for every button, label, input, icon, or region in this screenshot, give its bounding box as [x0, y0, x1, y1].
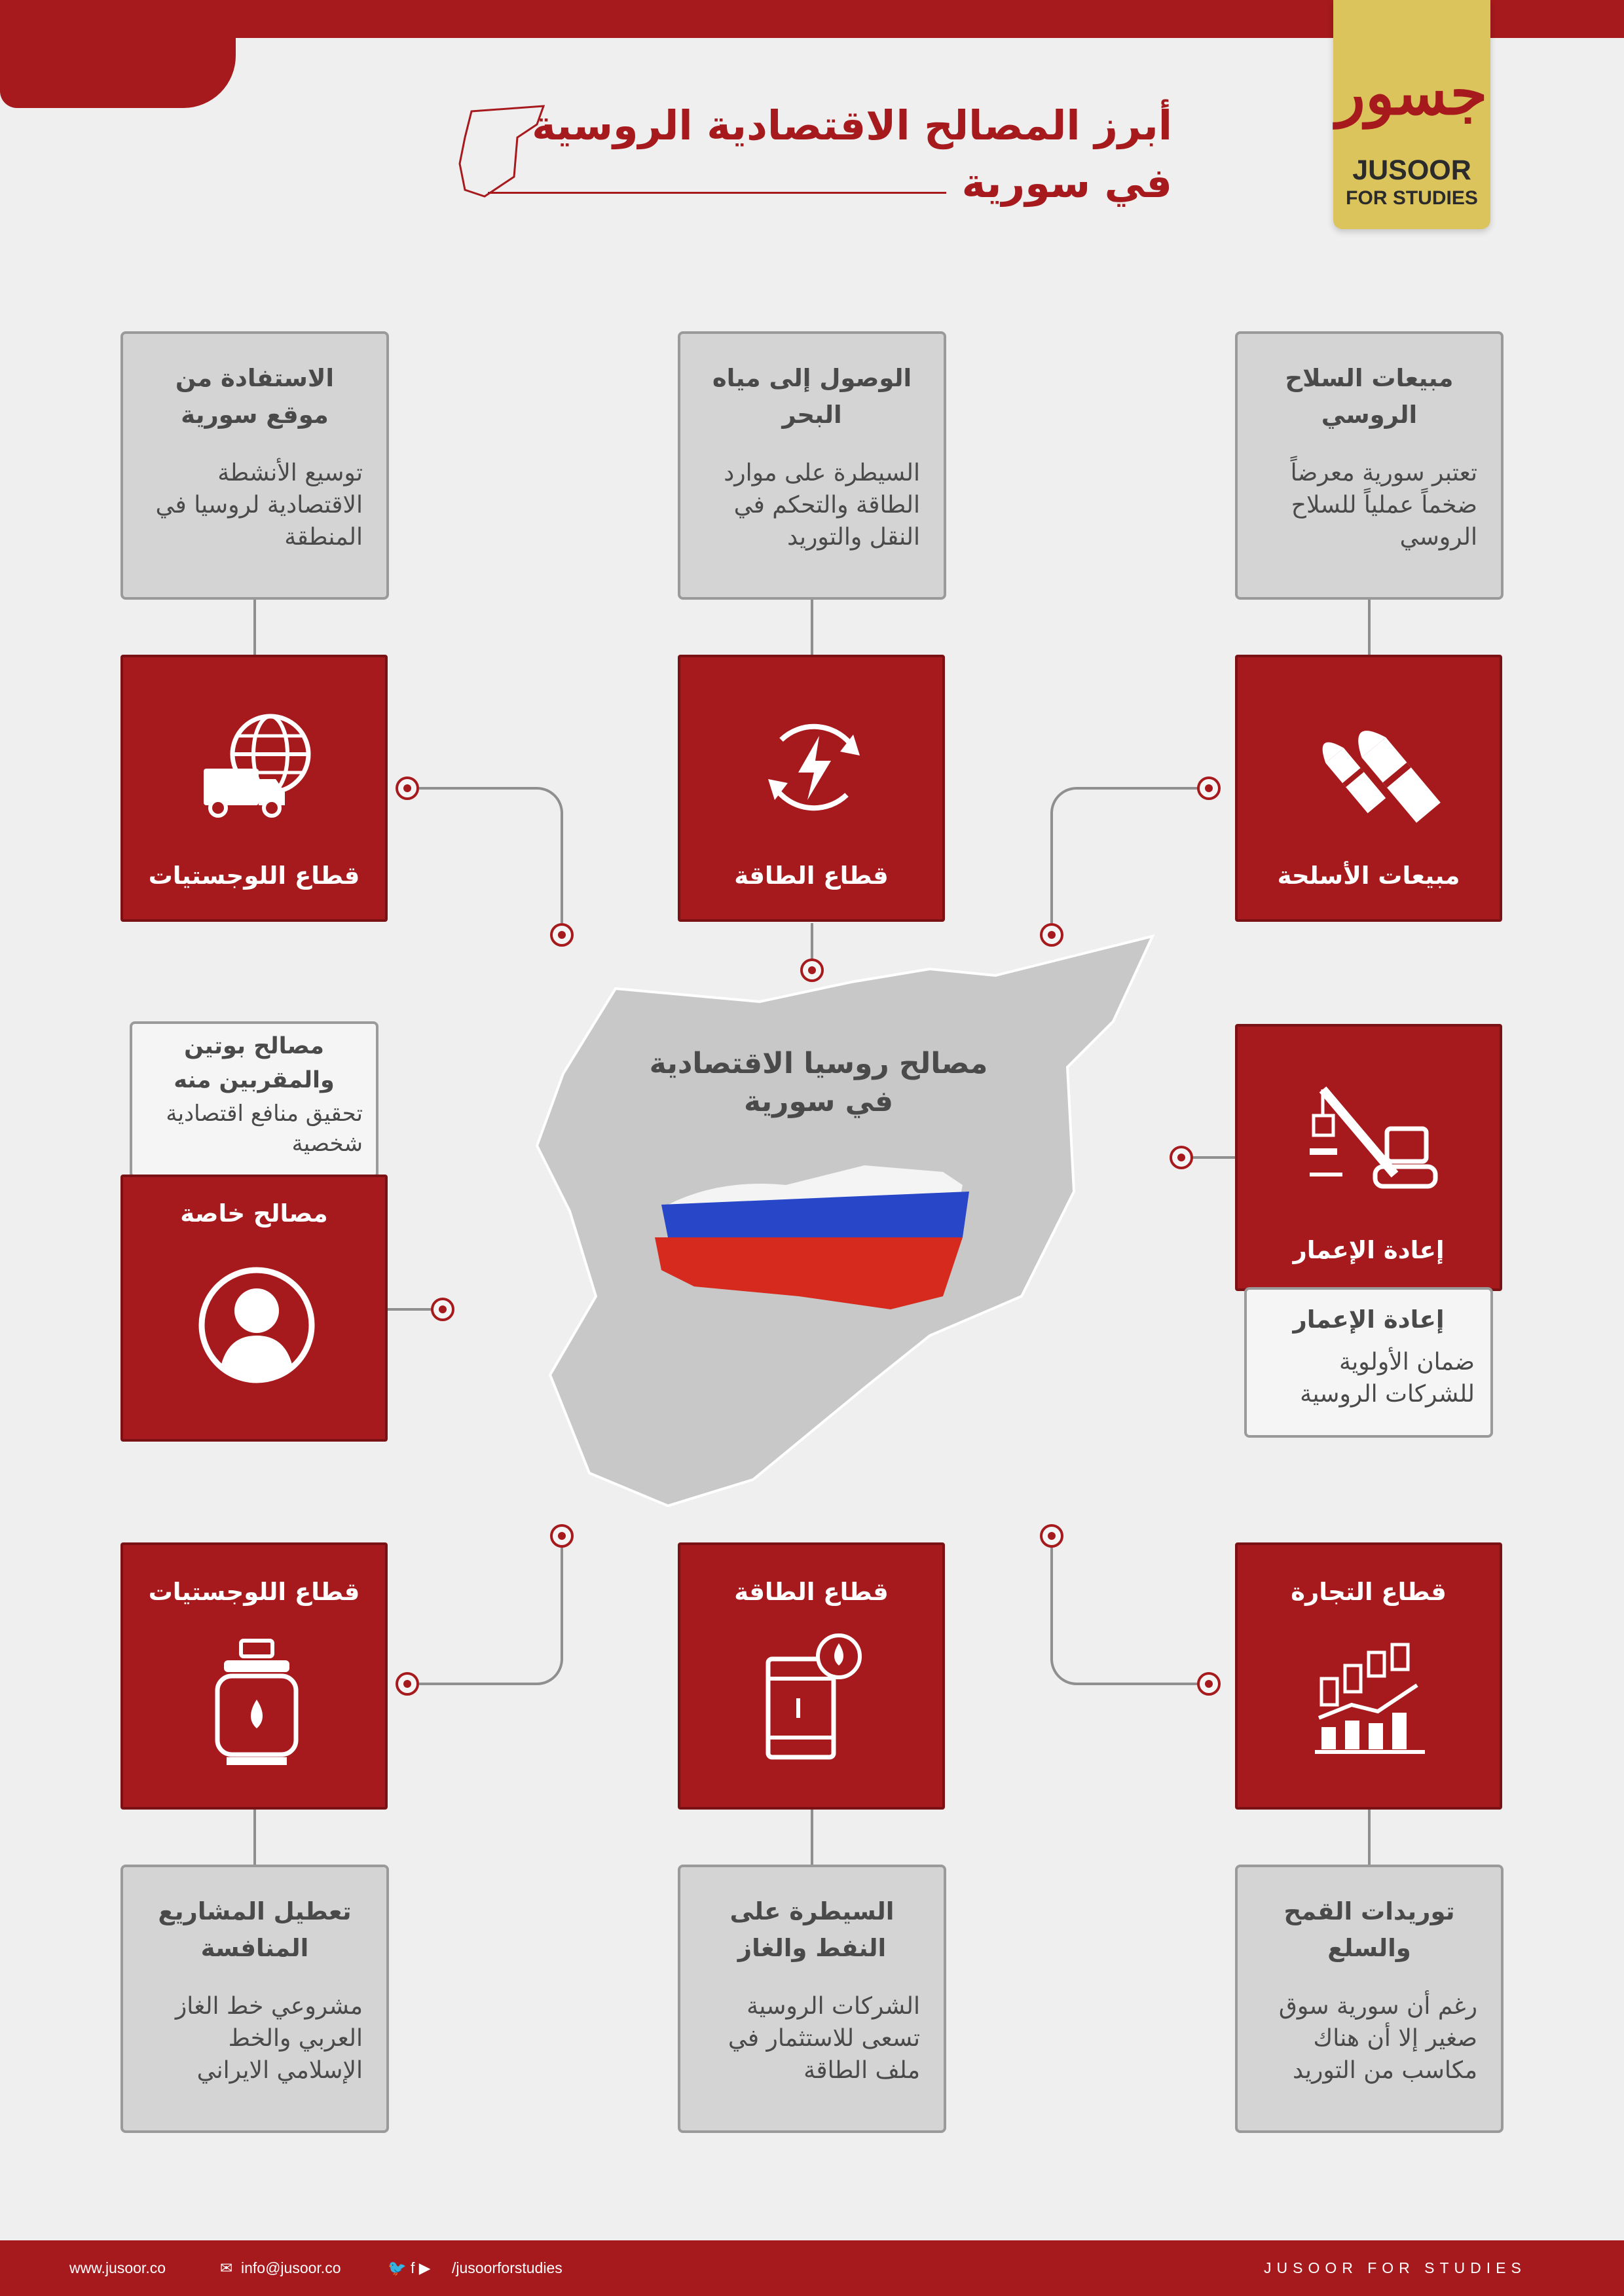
connector-dot	[1170, 1146, 1193, 1169]
map-title	[616, 1045, 1022, 1121]
mail-icon: ✉	[220, 2259, 233, 2276]
page-title-line1: أبرز المصالح الاقتصادية الروسية	[532, 101, 1172, 149]
info-box-oil-gas	[678, 1865, 946, 2133]
sector-trade	[1235, 1542, 1502, 1810]
info-box-heading: مبيعات السلاح الروسي	[1285, 364, 1454, 429]
oil-barrel-icon	[762, 1633, 866, 1764]
sector-label: مصالح خاصة	[180, 1199, 328, 1228]
info-box-heading: الوصول إلى مياه البحر	[712, 364, 912, 429]
info-box-text: تعتبر سورية معرضاً ضخماً عملياً للسلاح الروسي	[1290, 460, 1477, 551]
connector	[534, 787, 563, 816]
connector	[1050, 1536, 1053, 1660]
bullets-icon	[1303, 714, 1441, 825]
info-box-text: الشركات الروسية تسعى للاستثمار في ملف الطاقة	[728, 1993, 920, 2084]
logo-line1: JUSOOR	[1352, 155, 1471, 186]
connector	[811, 1810, 813, 1866]
sector-energy-top	[678, 655, 945, 922]
info-box-text: توسيع الأنشطة الاقتصادية لروسيا في المنطقة	[155, 460, 363, 551]
map-title-line1: مصالح روسيا الاقتصادية	[649, 1047, 988, 1080]
sector-energy-bottom	[678, 1542, 945, 1810]
footer-email-link[interactable]: info@jusoor.co	[241, 2259, 341, 2276]
globe-truck-icon	[198, 708, 316, 826]
connector	[1050, 1656, 1083, 1685]
info-box-heading: الاستفادة من موقع سورية	[175, 364, 335, 429]
connector	[561, 812, 563, 923]
connector-dot	[396, 776, 419, 800]
social-icons: 🐦 f ▶	[388, 2259, 431, 2276]
info-box-text: تحقيق منافع اقتصادية شخصية	[166, 1101, 363, 1157]
connector	[1080, 1683, 1205, 1685]
sector-private-interests	[120, 1175, 388, 1442]
sector-label: قطاع اللوجستيات	[148, 862, 360, 890]
info-box-syria-location	[120, 331, 389, 600]
syria-map	[524, 930, 1166, 1519]
info-box-heading: تعطيل المشاريع المنافسة	[158, 1897, 352, 1962]
map-title-line2: في سورية	[743, 1085, 894, 1118]
connector	[1080, 787, 1205, 790]
footer-website-link[interactable]: www.jusoor.co	[69, 2259, 166, 2276]
trade-chart-icon	[1312, 1639, 1430, 1757]
info-box-heading: السيطرة على النفط والغاز	[729, 1897, 895, 1962]
connector	[532, 1656, 563, 1685]
connector	[253, 1810, 256, 1866]
sector-label: قطاع الطاقة	[734, 1578, 889, 1606]
connector	[561, 1536, 563, 1660]
connector-dot	[550, 1524, 574, 1548]
gas-cylinder-icon	[211, 1637, 303, 1768]
connector	[419, 787, 537, 790]
jusoor-logo	[1333, 0, 1490, 229]
connector-dot	[396, 1672, 419, 1696]
info-box-text: رغم أن سورية سوق صغير إلا أن هناك مكاسب من التوريد	[1278, 1993, 1477, 2084]
connector	[1368, 1810, 1371, 1866]
sector-label: قطاع التجارة	[1291, 1578, 1447, 1606]
info-box-text: السيطرة على موارد الطاقة والتحكم في النقل والتوريد	[724, 460, 920, 551]
connector	[1050, 787, 1083, 816]
sector-label: إعادة الإعمار	[1293, 1236, 1445, 1264]
info-box-text: ضمان الأولوية للشركات الروسية	[1300, 1349, 1475, 1408]
sector-label: قطاع الطاقة	[734, 862, 889, 890]
connector-dot	[431, 1298, 454, 1321]
connector-dot	[1040, 1524, 1063, 1548]
jusoor-logo-mark: جسور	[1336, 58, 1488, 128]
connector	[1192, 1156, 1238, 1159]
person-icon	[196, 1265, 317, 1385]
info-box-heading: توريدات القمح والسلع	[1283, 1897, 1455, 1962]
connector	[1368, 600, 1371, 656]
footer	[0, 2240, 1624, 2296]
info-box-weapons-sales	[1235, 331, 1504, 600]
page-title-line2: في سورية	[961, 159, 1172, 207]
connector	[419, 1683, 534, 1685]
sector-logistics-top	[120, 655, 388, 922]
info-box-sea-access	[678, 331, 946, 600]
energy-cycle-icon	[755, 708, 873, 826]
info-box-private-interests	[130, 1021, 378, 1178]
info-box-competing-projects	[120, 1865, 389, 2133]
connector	[253, 600, 256, 656]
footer-brand: JUSOOR FOR STUDIES	[1264, 2259, 1526, 2276]
top-bar-tab	[0, 0, 236, 108]
connector-dot	[1197, 1672, 1221, 1696]
info-box-reconstruction	[1244, 1287, 1493, 1438]
info-box-heading: إعادة الإعمار	[1293, 1305, 1445, 1334]
info-box-heading: مصالح بوتين والمقربين منه	[174, 1033, 335, 1093]
title-underline	[488, 192, 946, 194]
footer-social-handle[interactable]: /jusoorforstudies	[452, 2259, 563, 2276]
logo-line2: FOR STUDIES	[1346, 187, 1478, 209]
sector-logistics-bottom	[120, 1542, 388, 1810]
sector-weapons	[1235, 655, 1502, 922]
connector	[811, 600, 813, 656]
sector-reconstruction	[1235, 1024, 1502, 1291]
crane-icon	[1303, 1076, 1441, 1201]
sector-label: مبيعات الأسلحة	[1277, 862, 1460, 890]
page-title	[532, 97, 1172, 212]
info-box-wheat-supplies	[1235, 1865, 1504, 2133]
connector	[1050, 812, 1053, 923]
connector-dot	[1197, 776, 1221, 800]
info-box-text: مشروعي خط الغاز العربي والخط الإسلامي الايراني	[175, 1993, 363, 2084]
sector-label: قطاع اللوجستيات	[148, 1578, 360, 1606]
